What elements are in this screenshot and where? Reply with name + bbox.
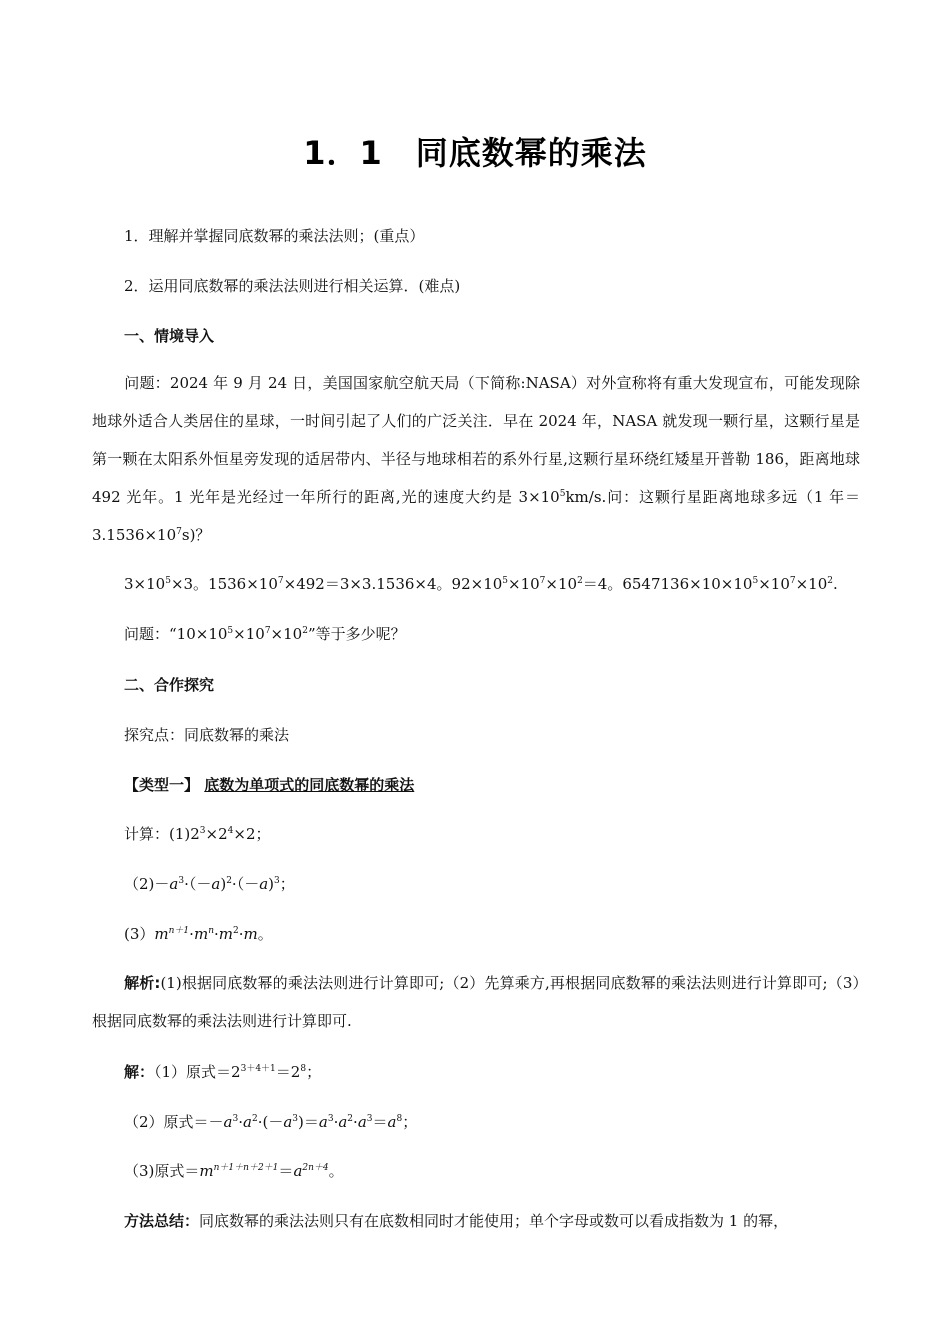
problem-text-a: 问题：2024 年 9 月 24 日，美国国家航空航天局（下简称:NASA）对外宣称将有重大发现宣布，可能发现除地球外适合人类居住的星球，一时间引起了人们的广泛关注．早在 2024 年，NASA 就发现一颗行星，这颗行星是第一颗在太阳系外恒星旁发现的适居带内、半径与地球相若的系外行星,这颗行星环绕红矮星开普勒 186，距离地球 492 光年。1 光年是光经过一年所行的距离,光的速度大约是 3×10 xyxy=(92,374,860,506)
section-heading-explore: 二、合作探究 xyxy=(124,676,215,694)
type-title: 底数为单项式的同底数幂的乘法 xyxy=(204,776,415,794)
intro-question: 问题：“$10\times 10^5\times 10^7\times 10^2$”等于多少呢？ xyxy=(124,625,406,643)
page-title: 1．1 同底数幂的乘法 xyxy=(303,134,647,172)
exponent: 5 xyxy=(559,489,566,499)
type1-heading xyxy=(124,775,414,795)
example-3: $(3)m^{n+1}\cdot m^n\cdot m^2\cdot m$。 xyxy=(124,925,273,943)
solution-3: （3)原式$=m^{n+1+n+2+1}=a^{2n+4}$。 xyxy=(124,1162,344,1180)
objective-1: 1．理解并掌握同底数幂的乘法法则；(重点） xyxy=(124,227,425,245)
analysis-text: (1)根据同底数幂的乘法法则进行计算即可;（2）先算乘方,再根据同底数幂的乘法法则进行计算即可;（3）根据同底数幂的乘法法则进行计算即可. xyxy=(92,974,861,1030)
exponent: 7 xyxy=(176,527,182,537)
method-label: 方法总结： xyxy=(124,1212,200,1230)
explore-point: 探究点：同底数幂的乘法 xyxy=(124,726,290,744)
solution-1: 解：（1）原式$=2^{3+4+1}=2^8$； xyxy=(124,1063,322,1081)
type-tag: 【类型一】 xyxy=(124,776,200,794)
problem-text-c: s)？ xyxy=(181,526,211,544)
problem-text-b: km/s.问：这颗行星距离地球多远（1 年＝3.1536×10 xyxy=(92,488,860,544)
solution-label: 解： xyxy=(124,1063,155,1081)
method-text: 同底数幂的乘法法则只有在底数相同时才能使用；单个字母或数可以看成指数为 1 的幂， xyxy=(199,1212,789,1230)
method-summary xyxy=(92,1202,860,1240)
example-2: $(2)-a^3\cdot(-a)^2\cdot(-a)^3$； xyxy=(124,875,295,893)
solution-2: （2）原式$=-a^3\cdot a^2\cdot(-a^3)=a^3\cdot a^2\cdot a^3=a^8$； xyxy=(124,1113,418,1131)
section-heading-intro: 一、情境导入 xyxy=(124,327,215,345)
calculation-line: $3\times 10^5\times 3$。$1536\times 10^7\times 492=3\times 3.1536\times 4$。$92\times 10^5\times 10^7\times 10^2=4$。$6547136\times 10\times 10^5\times 10^7\times 10^2$. xyxy=(124,575,838,593)
analysis-paragraph xyxy=(92,964,860,1040)
intro-problem-paragraph xyxy=(92,364,860,554)
analysis-label: 解析: xyxy=(124,974,161,992)
example-1: 计算：$(1)2^3\times 2^4\times 2$； xyxy=(124,825,271,843)
objective-2: 2．运用同底数幂的乘法法则进行相关运算．(难点) xyxy=(124,277,461,295)
